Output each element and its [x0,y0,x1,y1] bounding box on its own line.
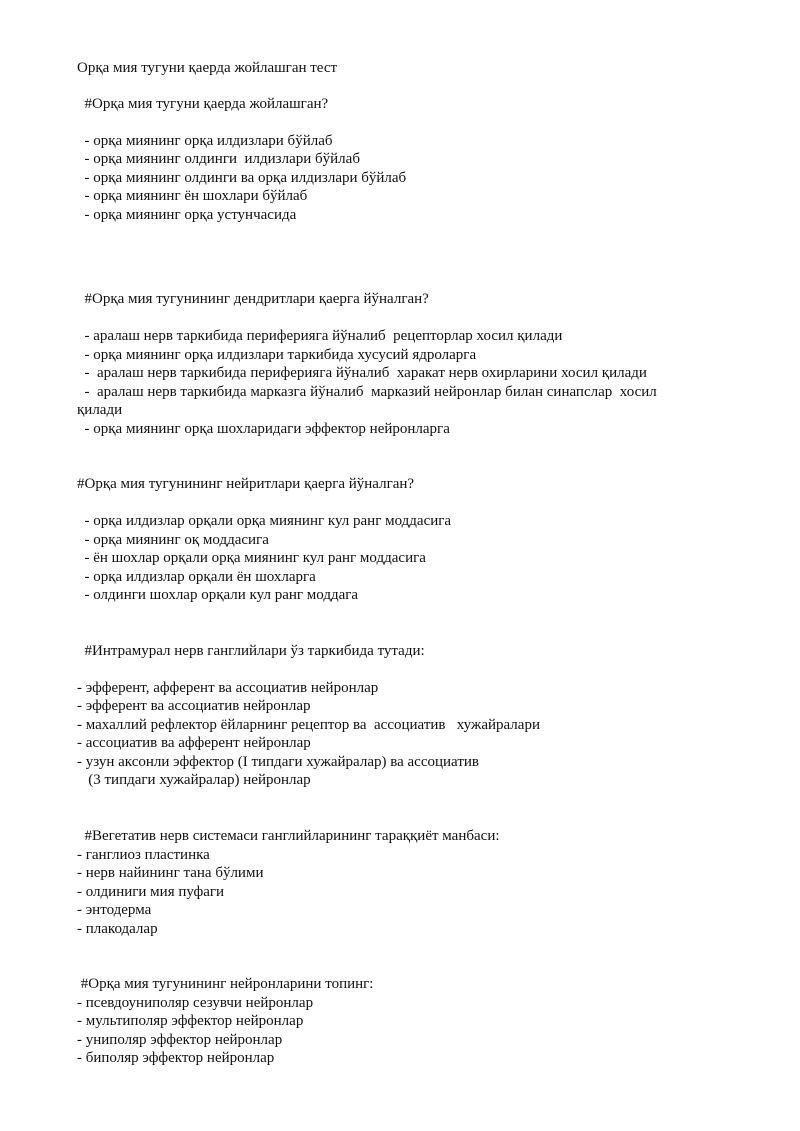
question-5-option: - олдиниги мия пуфаги [77,884,225,900]
question-4-option: - узун аксонли эффектор (I типдаги хужайралар) ва ассоциатив [77,754,479,770]
question-1-option: - орқа миянинг олдинги ва орқа илдизлари бўйлаб [77,170,407,186]
question-3-option: - орқа илдизлар орқали орқа миянинг кул ранг моддасига [77,513,452,529]
question-3: #Орқа мия тугунининг нейритлари қаерга йўналган? [77,476,415,492]
question-4-option: - ассоциатив ва афферент нейронлар [77,735,311,751]
question-5-option: - нерв найининг тана бўлими [77,865,264,881]
question-2-option: - аралаш нерв таркибида периферияга йўналиб харакат нерв охирларини хосил қилади [77,365,647,381]
question-6: #Орқа мия тугунининг нейронларини топинг: [77,976,374,992]
question-3-option: - ён шохлар орқали орқа миянинг кул ранг моддасига [77,550,426,566]
question-4: #Интрамурал нерв ганглийлари ўз таркибида тутади: [77,643,425,659]
question-1-option: - орқа миянинг олдинги илдизлари бўйлаб [77,151,360,167]
question-4-option: - махаллий рефлектор ёйларнинг рецептор ва ассоциатив хужайралари [77,717,540,733]
question-1-option: - орқа миянинг орқа илдизлари бўйлаб [77,133,333,149]
question-3-option: - орқа миянинг оқ моддасига [77,532,269,548]
question-2-option: - орқа миянинг орқа илдизлари таркибида хусусий ядроларга [77,347,477,363]
question-5: #Вегетатив нерв системаси ганглийларининг тараққиёт манбаси: [77,828,500,844]
question-6-option: - псевдоуниполяр сезувчи нейронлар [77,995,314,1011]
question-1: #Орқа мия тугуни қаерда жойлашган? [77,96,329,112]
question-5-option: - энтодерма [77,902,152,918]
question-2-option: - аралаш нерв таркибида периферияга йўналиб рецепторлар хосил қилади [77,328,563,344]
question-4-option: (3 типдаги хужайралар) нейронлар [77,772,311,788]
question-2-option: қилади [77,402,123,418]
question-5-option: - ганглиоз пластинка [77,847,210,863]
question-1-option: - орқа миянинг орқа устунчасида [77,207,297,223]
document-title: Орқа мия тугуни қаерда жойлашган тест [77,60,338,76]
question-3-option: - орқа илдизлар орқали ён шохларга [77,569,316,585]
question-4-option: - эфферент ва ассоциатив нейронлар [77,698,311,714]
question-2-option: - аралаш нерв таркибида марказга йўналиб марказий нейронлар билан синапслар хосил [77,384,657,400]
question-1-option: - орқа миянинг ён шохлари бўйлаб [77,188,308,204]
question-6-option: - мультиполяр эффектор нейронлар [77,1013,304,1029]
question-2: #Орқа мия тугунининг дендритлари қаерга йўналган? [77,291,429,307]
question-5-option: - плакодалар [77,921,158,937]
question-3-option: - олдинги шохлар орқали кул ранг моддага [77,587,359,603]
question-6-option: - униполяр эффектор нейронлар [77,1032,283,1048]
question-4-option: - эфферент, афферент ва ассоциатив нейронлар [77,680,379,696]
question-2-option: - орқа миянинг орқа шохларидаги эффектор нейронларга [77,421,450,437]
question-6-option: - биполяр эффектор нейронлар [77,1050,275,1066]
